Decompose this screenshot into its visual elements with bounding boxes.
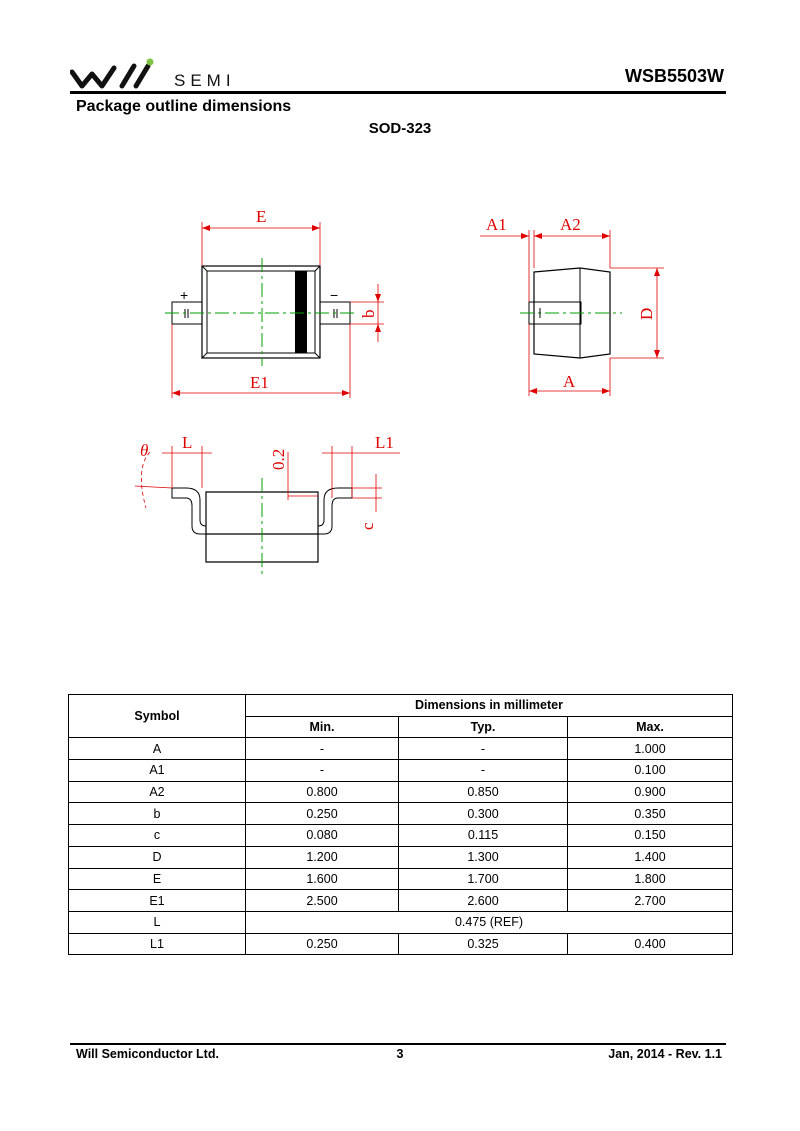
table-row — [69, 825, 733, 847]
cell-symbol: c — [69, 825, 246, 847]
cell-max: 0.150 — [568, 825, 733, 847]
cell-max: 0.400 — [568, 933, 733, 955]
footer-revision: Jan, 2014 - Rev. 1.1 — [608, 1047, 722, 1061]
front-view — [135, 433, 400, 574]
footer-page-number: 3 — [396, 1047, 404, 1061]
cell-typ: - — [399, 760, 568, 782]
cell-symbol: A1 — [69, 760, 246, 782]
dim-label-e: E — [256, 207, 267, 226]
section-title: Package outline dimensions — [76, 98, 292, 115]
cell-max: 1.400 — [568, 846, 733, 868]
table-row — [69, 933, 733, 955]
cell-symbol: A2 — [69, 781, 246, 803]
cell-max: 2.700 — [568, 890, 733, 912]
cell-reference-value: 0.475 (REF) — [246, 911, 733, 933]
table-row — [69, 781, 733, 803]
dim-label-c: c — [358, 522, 377, 530]
package-outline-drawing — [0, 180, 800, 600]
cathode-band — [295, 271, 307, 353]
cell-min: 0.250 — [246, 933, 399, 955]
table-row — [69, 846, 733, 868]
cell-symbol: A — [69, 738, 246, 760]
cell-min: 2.500 — [246, 890, 399, 912]
cell-max: 1.000 — [568, 738, 733, 760]
table-row — [69, 868, 733, 890]
dim-label-b: b — [359, 309, 378, 318]
dim-label-a1: A1 — [486, 215, 507, 234]
cell-symbol: E1 — [69, 890, 246, 912]
cell-symbol: D — [69, 846, 246, 868]
cell-typ: 1.700 — [399, 868, 568, 890]
company-logo — [70, 58, 260, 92]
cell-max: 0.100 — [568, 760, 733, 782]
dim-label-gap: 0.2 — [269, 448, 288, 470]
cell-max: 1.800 — [568, 868, 733, 890]
dimensions-table — [68, 694, 733, 955]
header-divider — [70, 91, 726, 94]
cell-max: 0.350 — [568, 803, 733, 825]
cell-typ: 0.325 — [399, 933, 568, 955]
anode-label: + — [180, 287, 189, 303]
cell-min: 0.250 — [246, 803, 399, 825]
side-view — [480, 215, 664, 396]
footer-company: Will Semiconductor Ltd. — [76, 1047, 219, 1061]
cathode-label: − — [330, 287, 339, 303]
cell-typ: - — [399, 738, 568, 760]
part-number: WSB5503W — [624, 66, 724, 86]
dim-label-l: L — [182, 433, 193, 452]
dim-label-a2: A2 — [560, 215, 581, 234]
footer-divider — [70, 1043, 726, 1045]
cell-min: 1.600 — [246, 868, 399, 890]
column-header-typ: Typ. — [399, 716, 568, 738]
dim-label-l1: L1 — [375, 433, 394, 452]
cell-min: 0.080 — [246, 825, 399, 847]
column-header-max: Max. — [568, 716, 733, 738]
package-name: SOD-323 — [368, 120, 432, 137]
column-header-min: Min. — [246, 716, 399, 738]
cell-symbol: L1 — [69, 933, 246, 955]
dim-label-d: D — [637, 307, 656, 320]
cell-min: 1.200 — [246, 846, 399, 868]
cell-typ: 1.300 — [399, 846, 568, 868]
dim-label-theta: θ — [140, 441, 149, 460]
dimensions-group-header: Dimensions in millimeter — [246, 695, 733, 717]
table-row — [69, 911, 733, 933]
cell-max: 0.900 — [568, 781, 733, 803]
cell-typ: 0.850 — [399, 781, 568, 803]
table-row — [69, 760, 733, 782]
cell-symbol: b — [69, 803, 246, 825]
dim-label-e1: E1 — [250, 373, 269, 392]
cell-min: - — [246, 738, 399, 760]
symbol-header: Symbol — [69, 695, 246, 738]
cell-typ: 0.115 — [399, 825, 568, 847]
table-row — [69, 738, 733, 760]
cell-min: - — [246, 760, 399, 782]
top-view — [165, 207, 384, 398]
cell-min: 0.800 — [246, 781, 399, 803]
cell-symbol: E — [69, 868, 246, 890]
cell-typ: 2.600 — [399, 890, 568, 912]
cell-typ: 0.300 — [399, 803, 568, 825]
table-row — [69, 890, 733, 912]
dim-label-a: A — [563, 372, 576, 391]
cell-symbol: L — [69, 911, 246, 933]
table-row — [69, 803, 733, 825]
logo-brand-text: SEMI — [174, 71, 236, 90]
